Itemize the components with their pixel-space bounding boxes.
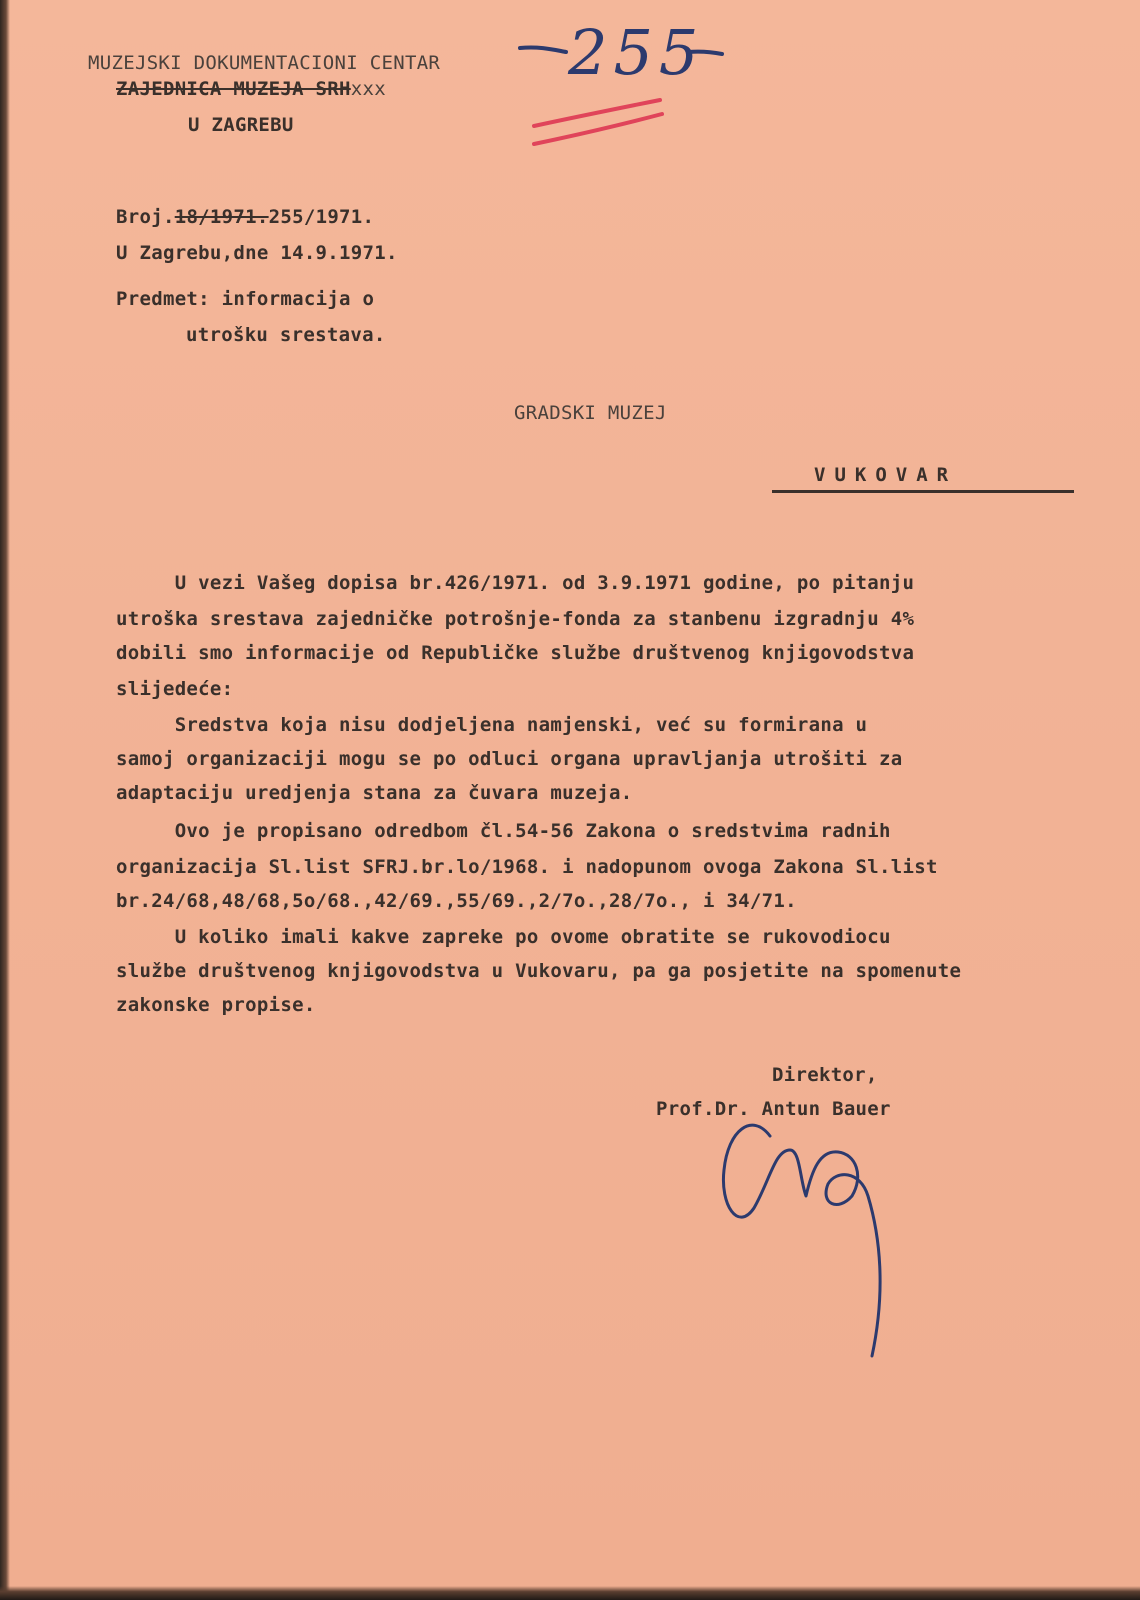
letterhead-struck-line xyxy=(116,80,386,99)
red-marker-stroke-1 xyxy=(534,100,660,126)
body-line: adaptaciju uredjenja stana za čuvara muzeja. xyxy=(116,782,633,804)
subject-text-1: informacija o xyxy=(221,288,375,310)
body-line: U koliko imali kakve zapreke po ovome obratite se rukovodiocu xyxy=(116,926,891,948)
body-line: utroška srestava zajedničke potrošnje-fonda za stanbenu izgradnju 4% xyxy=(116,608,915,630)
letterhead-city: U ZAGREBU xyxy=(188,114,294,136)
letterhead-struck-suffix: xxx xyxy=(350,78,386,100)
date-line: U Zagrebu,dne 14.9.1971. xyxy=(116,242,398,264)
body-line: službe društvenog knjigovodstva u Vukovaru, pa ga posjetite na spomenute xyxy=(116,960,962,982)
red-marker-stroke-2 xyxy=(534,114,662,144)
recipient-underline xyxy=(772,490,1074,493)
scan-edge-left xyxy=(0,0,10,1600)
body-line: br.24/68,48/68,5o/68.,42/69.,55/69.,2/7o.,28/7o., i 34/71. xyxy=(116,890,797,912)
body-line: Ovo je propisano odredbom čl.54-56 Zakona o sredstvima radnih xyxy=(116,820,891,842)
reference-current: 255/1971. xyxy=(268,206,375,228)
subject-text-2: utrošku srestava. xyxy=(186,324,386,346)
signature-name: Prof.Dr. Antun Bauer xyxy=(656,1098,891,1120)
scan-edge-bottom xyxy=(0,1586,1140,1600)
letterhead-organization: MUZEJSKI DOKUMENTACIONI CENTAR xyxy=(88,52,441,74)
body-line: slijedeće: xyxy=(116,678,234,700)
recipient-city: VUKOVAR xyxy=(814,464,958,486)
subject-label: Predmet: xyxy=(116,288,210,310)
body-line: zakonske propise. xyxy=(116,994,316,1016)
reference-line xyxy=(116,208,374,227)
body-line: dobili smo informacije od Republičke službe društvenog knjigovodstva xyxy=(116,642,915,664)
dash-mark-left xyxy=(520,47,566,52)
body-line: organizacija Sl.list SFRJ.br.lo/1968. i nadopunom ovoga Zakona Sl.list xyxy=(116,856,938,878)
body-line: Sredstva koja nisu dodjeljena namjenski, već su formirana u xyxy=(116,714,868,736)
body-line: samoj organizaciji mogu se po odluci organa upravljanja utrošiti za xyxy=(116,748,903,770)
letterhead-struck-old-name: ZAJEDNICA MUZEJA SRH xyxy=(116,78,351,100)
body-line: U vezi Vašeg dopisa br.426/1971. od 3.9.1971 godine, po pitanju xyxy=(116,572,915,594)
handwritten-file-number: 255 xyxy=(568,16,705,89)
director-signature xyxy=(723,1125,880,1356)
reference-struck-old: 18/1971. xyxy=(174,206,269,228)
subject-line-1 xyxy=(116,290,374,309)
signature-title: Direktor, xyxy=(772,1064,878,1086)
recipient-institution: GRADSKI MUZEJ xyxy=(514,402,667,424)
reference-label: Broj. xyxy=(116,206,175,228)
